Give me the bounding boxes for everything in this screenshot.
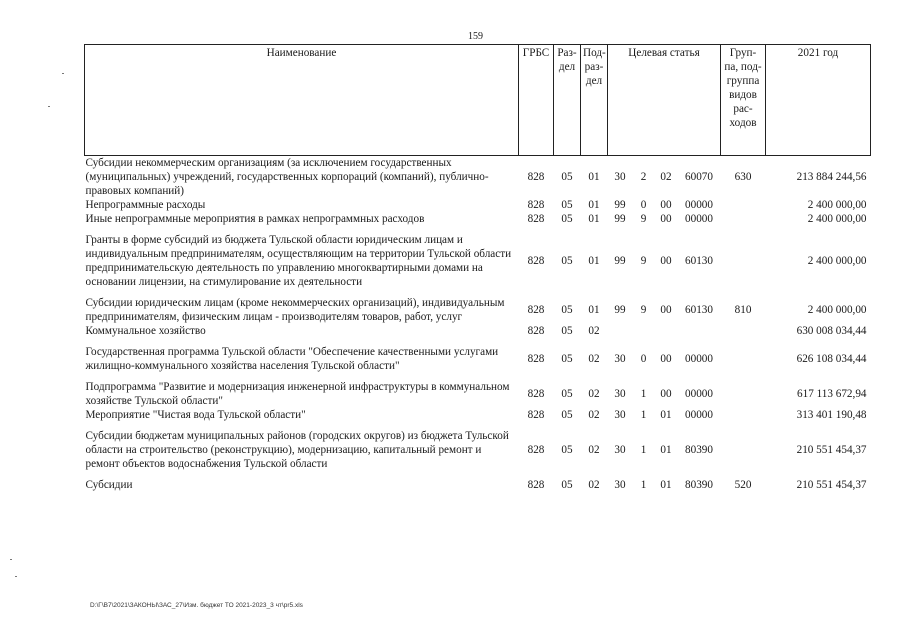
row-target-program: 30 <box>614 353 626 365</box>
row-name: Субсидии юридическим лицам (кроме некоммерческих организаций), индивидуальным предпринимателям, физическим лицам - производителям товаров, работ, услуг <box>85 297 505 323</box>
row-target-subprogram: 1 <box>640 444 647 456</box>
row-target-program: 99 <box>614 199 626 211</box>
row-amount: 626 108 034,44 <box>796 353 867 365</box>
scan-speck <box>10 559 12 560</box>
row-target-event: 01 <box>660 409 672 421</box>
row-target-direction: 60070 <box>685 171 713 183</box>
row-amount: 2 400 000,00 <box>807 199 867 211</box>
row-name: Непрограммные расходы <box>85 199 206 211</box>
row-amount: 210 551 454,37 <box>796 479 867 491</box>
row-name: Государственная программа Тульской области "Обеспечение качественными услугами жилищно-коммунального хозяйства населения Тульской области" <box>85 346 499 372</box>
row-name: Коммунальное хозяйство <box>85 325 206 337</box>
row-podrazdel: 01 <box>588 255 600 267</box>
row-razdel: 05 <box>561 409 573 421</box>
row-target-direction: 80390 <box>685 444 713 456</box>
row-expense-group: 520 <box>734 479 752 491</box>
row-podrazdel: 01 <box>588 199 600 211</box>
table-row <box>85 324 871 338</box>
table-row <box>85 296 871 324</box>
scan-speck <box>15 576 17 577</box>
table-row <box>85 233 871 289</box>
page-number: 159 <box>468 31 483 42</box>
row-amount: 210 551 454,37 <box>796 444 867 456</box>
row-grbs: 828 <box>527 325 545 337</box>
row-amount: 2 400 000,00 <box>807 255 867 267</box>
row-grbs: 828 <box>527 199 545 211</box>
row-target-program <box>608 324 633 338</box>
header-year-2021: 2021 год <box>766 45 871 156</box>
row-expense-group: 630 <box>734 171 752 183</box>
table-row <box>85 478 871 492</box>
scan-speck <box>62 73 64 74</box>
row-target-event: 02 <box>660 171 672 183</box>
row-target-subprogram: 1 <box>640 409 647 421</box>
row-grbs: 828 <box>527 388 545 400</box>
row-name: Субсидии <box>85 479 133 491</box>
header-target-article: Целевая статья <box>608 45 721 156</box>
row-target-subprogram: 9 <box>640 213 647 225</box>
row-expense-group <box>721 324 766 338</box>
row-target-subprogram: 1 <box>640 388 647 400</box>
row-razdel: 05 <box>561 325 573 337</box>
header-grbs: ГРБС <box>519 45 554 156</box>
row-razdel: 05 <box>561 444 573 456</box>
row-target-event: 00 <box>660 304 672 316</box>
row-target-program: 30 <box>614 171 626 183</box>
row-target-event: 00 <box>660 353 672 365</box>
row-target-subprogram: 1 <box>640 479 647 491</box>
row-grbs: 828 <box>527 171 545 183</box>
row-grbs: 828 <box>527 304 545 316</box>
row-target-subprogram <box>633 324 655 338</box>
row-name: Подпрограмма "Развитие и модернизация инженерной инфраструктуры в коммунальном хозяйстве Тульской области" <box>85 381 510 407</box>
budget-table <box>84 44 871 492</box>
row-podrazdel: 02 <box>588 388 600 400</box>
table-row <box>85 156 871 199</box>
row-target-program: 30 <box>614 409 626 421</box>
row-razdel: 05 <box>561 255 573 267</box>
table-row <box>85 380 871 408</box>
row-podrazdel: 01 <box>588 304 600 316</box>
row-target-direction: 00000 <box>685 388 713 400</box>
row-podrazdel: 02 <box>588 409 600 421</box>
row-target-program: 30 <box>614 388 626 400</box>
row-target-event: 01 <box>660 444 672 456</box>
row-razdel: 05 <box>561 353 573 365</box>
row-target-program: 99 <box>614 255 626 267</box>
row-target-event: 00 <box>660 213 672 225</box>
row-expense-group <box>721 198 766 212</box>
row-name: Иные непрограммные мероприятия в рамках непрограммных расходов <box>85 213 425 225</box>
row-spacer <box>85 471 871 478</box>
row-amount: 213 884 244,56 <box>796 171 867 183</box>
table-row <box>85 198 871 212</box>
row-target-subprogram: 0 <box>640 353 647 365</box>
row-spacer <box>85 338 871 345</box>
row-target-subprogram: 9 <box>640 255 647 267</box>
row-razdel: 05 <box>561 388 573 400</box>
row-grbs: 828 <box>527 353 545 365</box>
row-target-subprogram: 2 <box>640 171 647 183</box>
table-row <box>85 212 871 226</box>
row-podrazdel: 02 <box>588 353 600 365</box>
row-target-event: 00 <box>660 199 672 211</box>
row-razdel: 05 <box>561 479 573 491</box>
row-target-direction: 60130 <box>685 304 713 316</box>
row-razdel: 05 <box>561 304 573 316</box>
row-target-event <box>655 324 678 338</box>
header-podrazdel: Под-раз-дел <box>581 45 608 156</box>
table-row <box>85 345 871 373</box>
row-name: Субсидии некоммерческим организациям (за исключением государственных (муниципальных) учреждений, государственных корпораций (компаний), публично-правовых компаний) <box>85 157 489 197</box>
row-grbs: 828 <box>527 409 545 421</box>
row-target-event: 00 <box>660 255 672 267</box>
row-podrazdel: 02 <box>588 479 600 491</box>
row-razdel: 05 <box>561 171 573 183</box>
row-target-direction: 00000 <box>685 199 713 211</box>
row-target-event: 00 <box>660 388 672 400</box>
row-name: Мероприятие "Чистая вода Тульской области" <box>85 409 306 421</box>
row-grbs: 828 <box>527 213 545 225</box>
row-expense-group <box>721 345 766 373</box>
row-amount: 617 113 672,94 <box>797 388 867 400</box>
row-expense-group <box>721 212 766 226</box>
row-name: Гранты в форме субсидий из бюджета Тульской области юридическим лицам и индивидуальным предпринимателям, осуществляющим на территории Тульской области предпринимательскую деятельность по управлению многоквартирными домами на основании лицензии, на стимулирование их деятельности <box>85 234 512 288</box>
row-amount: 2 400 000,00 <box>807 213 867 225</box>
row-target-program: 30 <box>614 479 626 491</box>
row-name: Субсидии бюджетам муниципальных районов (городских округов) из бюджета Тульской области на строительство (реконструкцию), модернизацию, капитальный ремонт и ремонт объектов водоснабжения Тульской области <box>85 430 509 470</box>
row-amount: 2 400 000,00 <box>807 304 867 316</box>
row-spacer <box>85 289 871 296</box>
row-target-direction: 80390 <box>685 479 713 491</box>
row-target-direction: 00000 <box>685 353 713 365</box>
row-spacer <box>85 226 871 233</box>
row-expense-group: 810 <box>734 304 752 316</box>
row-grbs: 828 <box>527 479 545 491</box>
header-razdel: Раз-дел <box>554 45 581 156</box>
row-target-program: 99 <box>614 304 626 316</box>
row-target-direction: 60130 <box>685 255 713 267</box>
row-expense-group <box>721 233 766 289</box>
row-amount: 313 401 190,48 <box>796 409 867 421</box>
header-expense-group: Груп-па, под-группа видов рас-ходов <box>721 45 766 156</box>
row-podrazdel: 02 <box>588 325 600 337</box>
file-path-footer: D:\Г\В7\2021\ЗАКОНЫ\ЗАС_27\Изм. бюджет ТО 2021-2023_3 чт\pr5.xls <box>90 602 303 609</box>
row-podrazdel: 01 <box>588 213 600 225</box>
table-row <box>85 429 871 471</box>
row-expense-group <box>721 380 766 408</box>
row-target-subprogram: 0 <box>640 199 647 211</box>
row-target-program: 30 <box>614 444 626 456</box>
row-target-subprogram: 9 <box>640 304 647 316</box>
row-target-event: 01 <box>660 479 672 491</box>
row-grbs: 828 <box>527 444 545 456</box>
row-spacer <box>85 373 871 380</box>
row-expense-group <box>721 408 766 422</box>
row-razdel: 05 <box>561 199 573 211</box>
row-razdel: 05 <box>561 213 573 225</box>
row-expense-group <box>721 429 766 471</box>
header-name: Наименование <box>85 45 519 156</box>
table-row <box>85 408 871 422</box>
table-header-row <box>85 45 871 156</box>
row-target-program: 99 <box>614 213 626 225</box>
row-spacer <box>85 422 871 429</box>
row-podrazdel: 01 <box>588 171 600 183</box>
row-target-direction <box>678 324 721 338</box>
row-target-direction: 00000 <box>685 213 713 225</box>
row-podrazdel: 02 <box>588 444 600 456</box>
scan-speck <box>48 106 50 107</box>
row-grbs: 828 <box>527 255 545 267</box>
row-amount: 630 008 034,44 <box>796 325 867 337</box>
row-target-direction: 00000 <box>685 409 713 421</box>
